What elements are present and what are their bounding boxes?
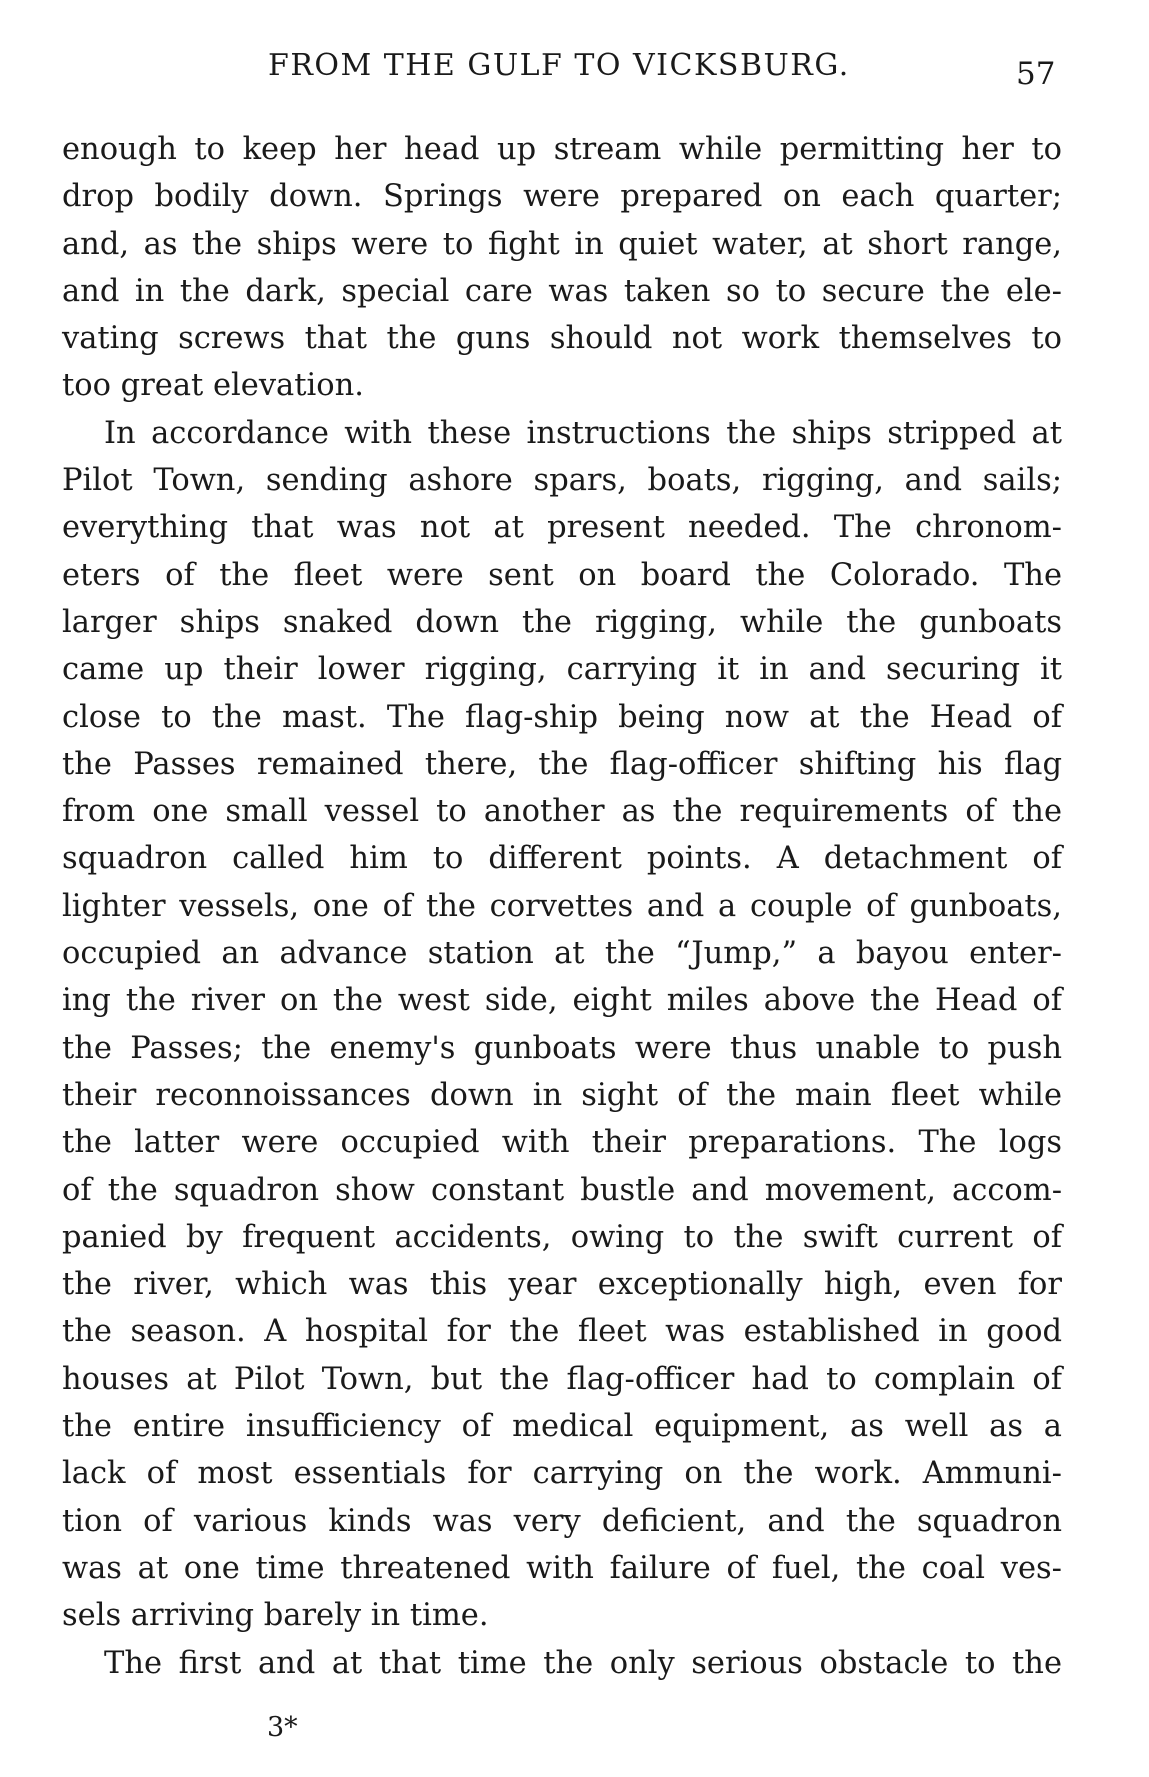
page-number: 57 bbox=[1016, 56, 1056, 92]
text-line: panied by frequent accidents, owing to the swift current of bbox=[62, 1219, 1062, 1255]
text-line: sels arriving barely in time. bbox=[62, 1598, 489, 1634]
text-line: close to the mast. The flag-ship being now at the Head of bbox=[62, 699, 1062, 735]
text-line: and in the dark, special care was taken so to secure the ele- bbox=[62, 273, 1062, 309]
text-line: their reconnoissances down in sight of the main fleet while bbox=[62, 1077, 1062, 1113]
text-line: everything that was not at present needed. The chronom- bbox=[62, 510, 1062, 546]
paragraph bbox=[62, 1640, 1062, 1687]
paragraph bbox=[62, 410, 1062, 1640]
text-line: lack of most essentials for carrying on the work. Ammuni- bbox=[62, 1456, 1062, 1492]
text-line: the entire insufficiency of medical equipment, as well as a bbox=[62, 1409, 1062, 1445]
text-line: came up their lower rigging, carrying it in and securing it bbox=[62, 652, 1062, 688]
text-line: was at one time threatened with failure of fuel, the coal ves- bbox=[62, 1550, 1062, 1586]
text-line: the Passes; the enemy's gunboats were thus unable to push bbox=[62, 1030, 1062, 1066]
text-line: the Passes remained there, the flag-officer shifting his flag bbox=[62, 746, 1062, 782]
text-line: drop bodily down. Springs were prepared on each quarter; bbox=[62, 179, 1062, 215]
text-line: lighter vessels, one of the corvettes and a couple of gunboats, bbox=[62, 888, 1062, 924]
text-line: the season. A hospital for the fleet was established in good bbox=[62, 1314, 1062, 1350]
text-line: tion of various kinds was very deficient, and the squadron bbox=[62, 1503, 1062, 1539]
paragraph bbox=[62, 126, 1062, 410]
text-line: vating screws that the guns should not work themselves to bbox=[62, 321, 1062, 357]
text-line: the latter were occupied with their preparations. The logs bbox=[62, 1125, 1062, 1161]
text-line: enough to keep her head up stream while permitting her to bbox=[62, 132, 1062, 167]
text-line: from one small vessel to another as the requirements of the bbox=[62, 794, 1062, 830]
body-text bbox=[62, 126, 1062, 1687]
text-line: and, as the ships were to fight in quiet water, at short range, bbox=[62, 226, 1062, 262]
text-line: ing the river on the west side, eight miles above the Head of bbox=[62, 983, 1062, 1019]
text-line: squadron called him to different points. A detachment of bbox=[62, 841, 1062, 877]
text-line: the river, which was this year exceptionally high, even for bbox=[62, 1267, 1062, 1303]
text-line: larger ships snaked down the rigging, while the gunboats bbox=[62, 604, 1062, 640]
text-line: Pilot Town, sending ashore spars, boats, rigging, and sails; bbox=[62, 463, 1062, 499]
text-line: houses at Pilot Town, but the flag-officer had to complain of bbox=[62, 1361, 1062, 1397]
text-line: of the squadron show constant bustle and movement, accom- bbox=[62, 1172, 1062, 1208]
text-line: eters of the fleet were sent on board the Colorado. The bbox=[62, 557, 1062, 593]
text-line: In accordance with these instructions the ships stripped at bbox=[104, 415, 1062, 451]
running-head: FROM THE GULF TO VICKSBURG. bbox=[268, 48, 850, 83]
text-line: occupied an advance station at the “Jump,” a bayou enter- bbox=[62, 936, 1062, 972]
signature-mark: 3* bbox=[267, 1712, 298, 1743]
text-line: The first and at that time the only serious obstacle to the bbox=[104, 1645, 1062, 1681]
text-line: too great elevation. bbox=[62, 368, 364, 404]
